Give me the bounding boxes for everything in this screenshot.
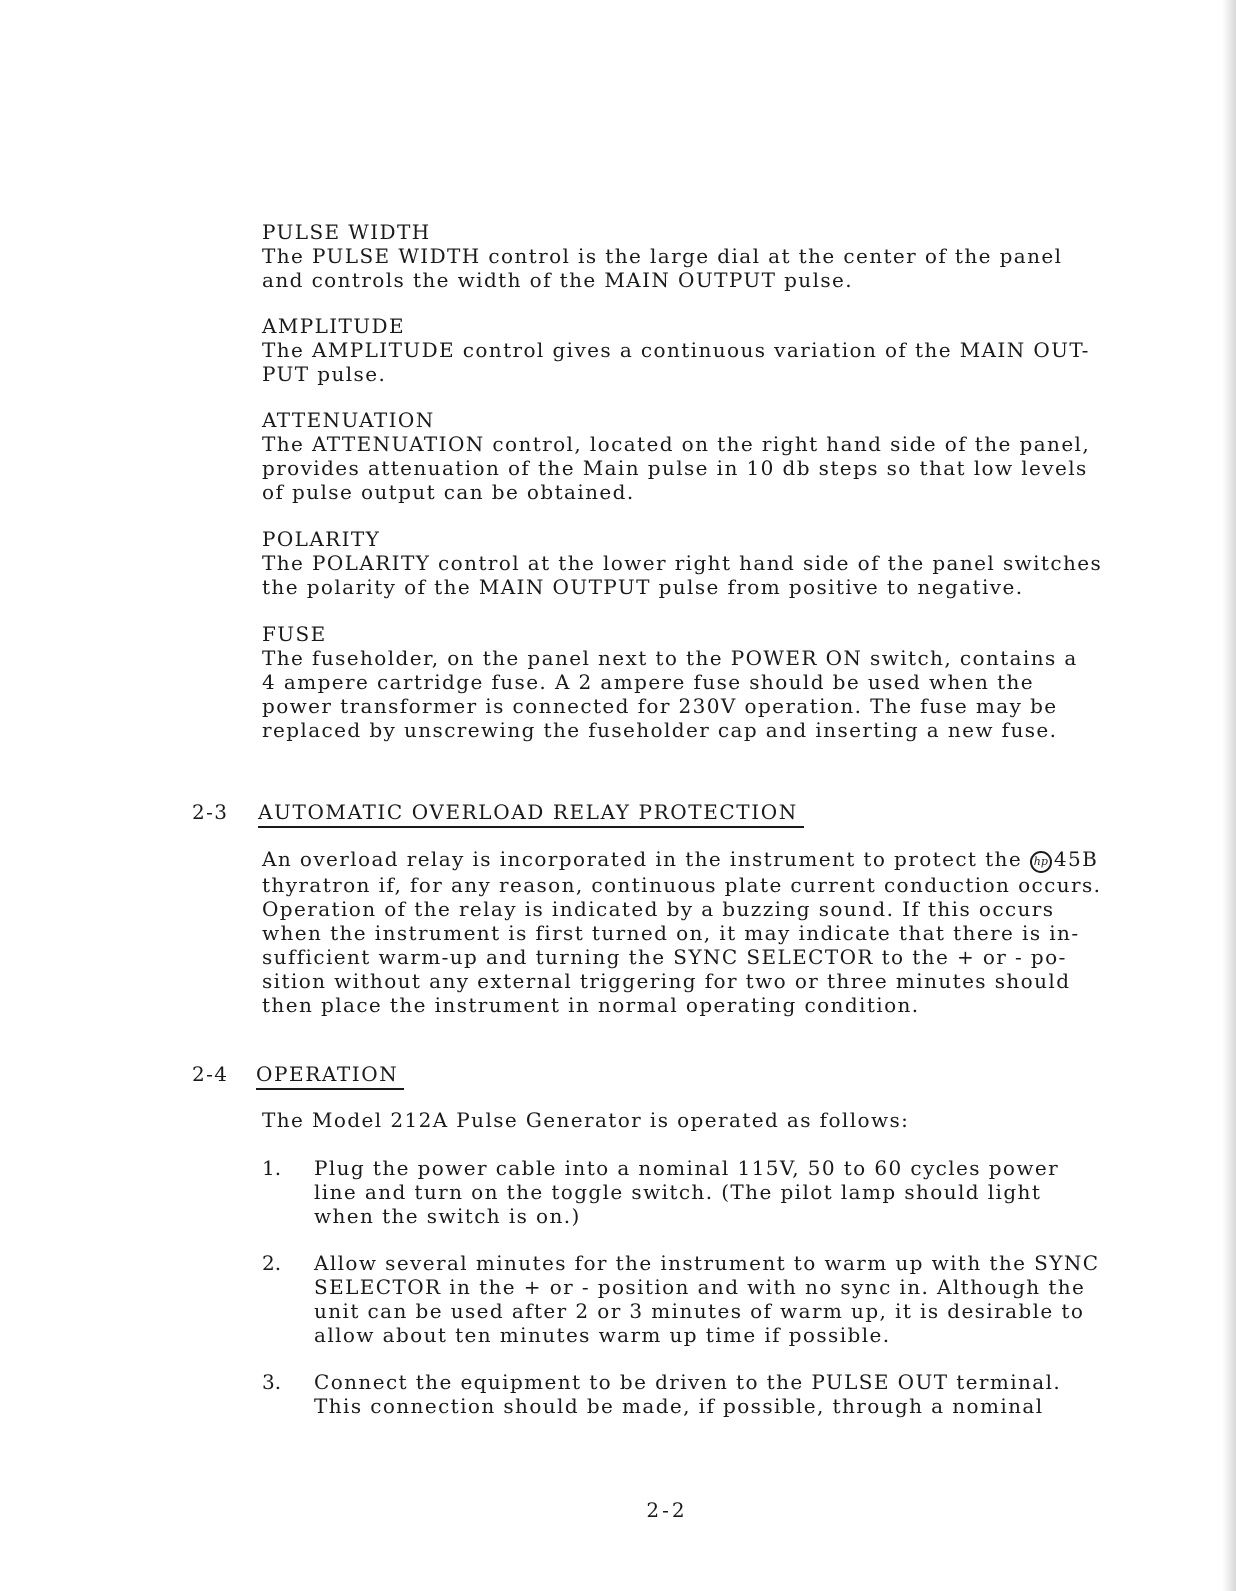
page-number-text: 2-2	[646, 1498, 688, 1522]
step-body	[314, 1370, 1164, 1418]
text-line: sufficient warm-up and turning the SYNC SELECTOR to the + or - po-	[262, 945, 1067, 969]
section-title: OPERATION	[256, 1062, 404, 1090]
text-segment: 45B	[1053, 847, 1099, 871]
control-fuse	[262, 622, 1162, 742]
control-polarity	[262, 527, 1162, 599]
text-line: The Model 212A Pulse Generator is operated as follows:	[262, 1108, 910, 1132]
step-number: 1.	[262, 1156, 282, 1180]
control-amplitude	[262, 314, 1162, 386]
text-line: power transformer is connected for 230V operation. The fuse may be	[262, 694, 1058, 718]
control-attenuation	[262, 408, 1162, 504]
text-line: SELECTOR in the + or - position and with no sync in. Although the	[314, 1275, 1086, 1299]
text-line: unit can be used after 2 or 3 minutes of warm up, it is desirable to	[314, 1299, 1085, 1323]
text-line: when the instrument is first turned on, it may indicate that there is in-	[262, 921, 1080, 945]
section-number: 2-4	[192, 1062, 229, 1086]
section-number: 2-3	[192, 800, 229, 824]
section-2-4-intro	[262, 1108, 1162, 1132]
text-line: This connection should be made, if possible, through a nominal	[314, 1394, 1044, 1418]
text-line: replaced by unscrewing the fuseholder cap and inserting a new fuse.	[262, 718, 1058, 742]
step-body	[314, 1156, 1164, 1228]
control-heading: ATTENUATION	[262, 408, 435, 432]
text-line: Connect the equipment to be driven to the PULSE OUT terminal.	[314, 1370, 1062, 1394]
text-line: the polarity of the MAIN OUTPUT pulse from positive to negative.	[262, 575, 1024, 599]
control-heading: POLARITY	[262, 527, 381, 551]
control-heading: PULSE WIDTH	[262, 220, 431, 244]
page-number	[0, 1498, 1236, 1522]
text-line: Allow several minutes for the instrument to warm up with the SYNC	[314, 1251, 1100, 1275]
text-line: Plug the power cable into a nominal 115V, 50 to 60 cycles power	[314, 1156, 1060, 1180]
step-body	[314, 1251, 1164, 1347]
section-title: AUTOMATIC OVERLOAD RELAY PROTECTION	[258, 800, 804, 828]
text-line: The ATTENUATION control, located on the right hand side of the panel,	[262, 432, 1091, 456]
control-pulse-width	[262, 220, 1162, 292]
control-heading: AMPLITUDE	[262, 314, 405, 338]
text-line: when the switch is on.)	[314, 1204, 581, 1228]
text-line: and controls the width of the MAIN OUTPUT pulse.	[262, 268, 854, 292]
hp-logo-icon: hp	[1030, 851, 1052, 873]
section-2-3-body	[262, 847, 1162, 1017]
text-line: The POLARITY control at the lower right hand side of the panel switches	[262, 551, 1103, 575]
text-line: thyratron if, for any reason, continuous plate current conduction occurs.	[262, 873, 1102, 897]
text-segment: An overload relay is incorporated in the instrument to protect the	[262, 847, 1023, 871]
page-edge-shadow	[1222, 0, 1236, 1591]
text-line: allow about ten minutes warm up time if possible.	[314, 1323, 891, 1347]
step-number: 2.	[262, 1251, 282, 1275]
text-line: 4 ampere cartridge fuse. A 2 ampere fuse should be used when the	[262, 670, 1035, 694]
text-line: provides attenuation of the Main pulse in 10 db steps so that low levels	[262, 456, 1088, 480]
text-line	[262, 847, 1162, 873]
text-line: of pulse output can be obtained.	[262, 480, 635, 504]
step-number: 3.	[262, 1370, 282, 1394]
text-line: The PULSE WIDTH control is the large dial at the center of the panel	[262, 244, 1063, 268]
text-line: sition without any external triggering for two or three minutes should	[262, 969, 1071, 993]
text-line: line and turn on the toggle switch. (The pilot lamp should light	[314, 1180, 1042, 1204]
text-line: Operation of the relay is indicated by a buzzing sound. If this occurs	[262, 897, 1055, 921]
text-line: PUT pulse.	[262, 362, 387, 386]
text-line: then place the instrument in normal operating condition.	[262, 993, 920, 1017]
control-heading: FUSE	[262, 622, 327, 646]
text-line: The AMPLITUDE control gives a continuous variation of the MAIN OUT-	[262, 338, 1090, 362]
text-line: The fuseholder, on the panel next to the POWER ON switch, contains a	[262, 646, 1078, 670]
